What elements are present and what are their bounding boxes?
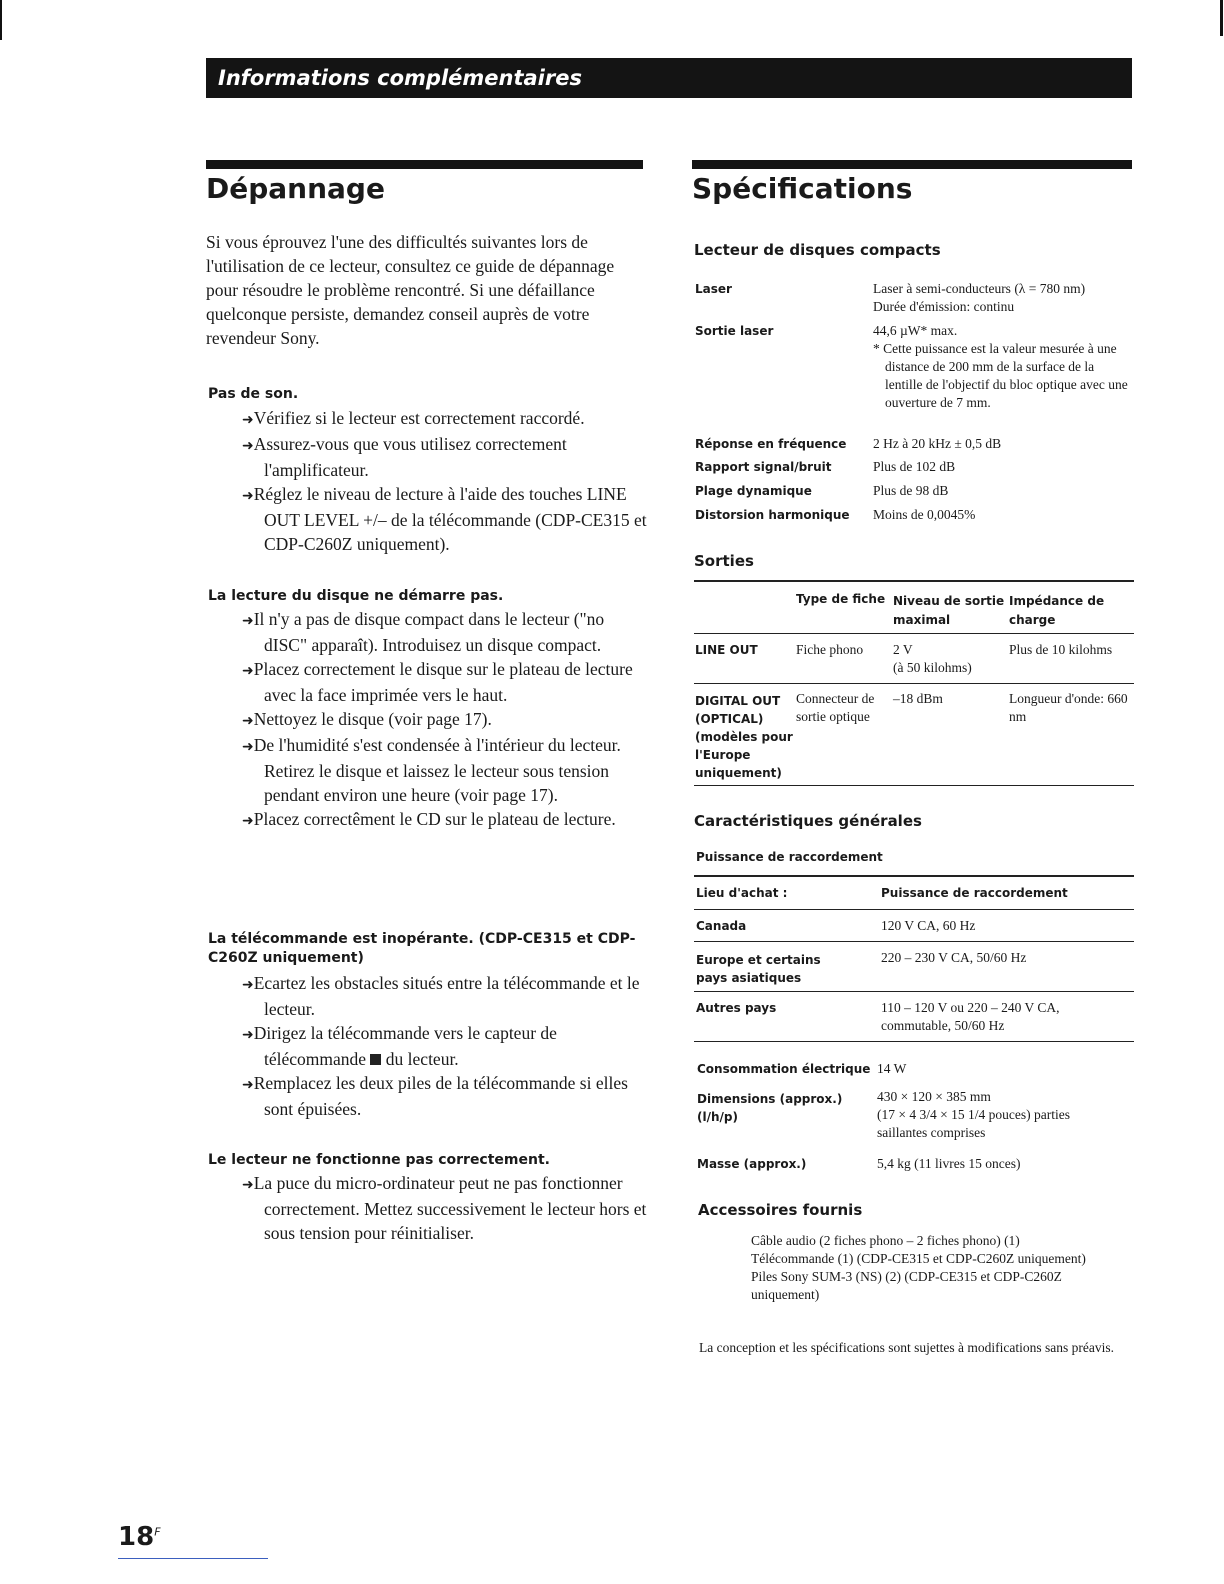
- outputs-col-header: Type de fiche: [796, 592, 886, 606]
- power-row-rule: [694, 991, 1134, 992]
- solution-list: [242, 607, 647, 833]
- outputs-cell: DIGITAL OUT (OPTICAL) (modèles pour l'Europe uniquement): [695, 694, 793, 780]
- outputs-col-header: Impédance de charge: [1009, 594, 1105, 627]
- outputs-cell: Longueur d'onde: 660 nm: [1009, 691, 1128, 724]
- spec-value: Plus de 102 dB: [873, 459, 956, 474]
- accessory-item: Piles Sony SUM-3 (NS) (2) (CDP-CE315 et CDP-C260Z uniquement): [751, 1269, 1062, 1302]
- arrow-icon: ➜: [242, 438, 254, 454]
- spec-value: 5,4 kg (11 livres 15 onces): [877, 1156, 1021, 1171]
- spec-label: Réponse en fréquence: [695, 437, 847, 451]
- arrow-icon: ➜: [242, 813, 254, 829]
- spec-value: 14 W: [877, 1061, 907, 1076]
- spec-value: Moins de 0,0045%: [873, 507, 976, 522]
- depannage-intro: Si vous éprouvez l'une des difficultés suivantes lors de l'utilisation de ce lecteur, consultez ce guide de dépannage pour résoudre le problème rencontré. Si une défaillance quelconque persiste, demandez conseil auprès de votre revendeur Sony.: [206, 232, 615, 348]
- power-row-rule: [694, 941, 1134, 942]
- scan-edge-mark: [1220, 0, 1223, 36]
- solution-list: [242, 1171, 647, 1245]
- outputs-heading: Sorties: [694, 552, 754, 570]
- outputs-bottom-rule: [694, 785, 1134, 786]
- power-top-rule: [694, 875, 1134, 877]
- problem-title: Le lecteur ne fonctionne pas correctement.: [208, 1152, 550, 1168]
- specs-notice: La conception et les spécifications sont sujettes à modifications sans préavis.: [699, 1340, 1115, 1355]
- spec-label: Laser: [695, 282, 732, 296]
- solution-item: ➜Assurez-vous que vous utilisez correctement l'amplificateur.: [242, 434, 567, 480]
- outputs-cell: Connecteur de sortie optique: [796, 691, 875, 724]
- arrow-icon: ➜: [242, 1177, 254, 1193]
- scan-edge-mark: [0, 0, 2, 40]
- outputs-cell: LINE OUT: [695, 643, 758, 657]
- laser-output-note: * Cette puissance est la valeur mesurée à une distance de 200 mm de la surface de la lentille de l'objectif du bloc optique avec une ouverture de 7 mm.: [873, 341, 1128, 410]
- arrow-icon: ➜: [242, 739, 254, 755]
- power-col-header: Lieu d'achat :: [696, 886, 788, 900]
- section-banner: Informations complémentaires: [206, 58, 1132, 98]
- spec-label: Sortie laser: [695, 324, 774, 338]
- outputs-header-rule: [694, 633, 1134, 634]
- arrow-icon: ➜: [242, 1077, 254, 1093]
- arrow-icon: ➜: [242, 488, 254, 504]
- accessory-item: Télécommande (1) (CDP-CE315 et CDP-C260Z uniquement): [751, 1251, 1086, 1266]
- power-bottom-rule: [694, 1041, 1134, 1042]
- page-underline: [118, 1558, 268, 1559]
- power-cell: 220 – 230 V CA, 50/60 Hz: [881, 950, 1027, 965]
- outputs-top-rule: [694, 580, 1134, 582]
- spec-value: 2 Hz à 20 kHz ± 0,5 dB: [873, 436, 1002, 451]
- solution-item: ➜De l'humidité s'est condensée à l'intérieur du lecteur. Retirez le disque et laissez le lecteur sous tension pendant environ une heure (voir page 17).: [242, 735, 621, 805]
- power-cell: Europe et certains pays asiatiques: [696, 953, 821, 985]
- specifications-title: Spécifications: [692, 172, 913, 205]
- outputs-cell: –18 dBm: [893, 691, 943, 706]
- power-cell: 120 V CA, 60 Hz: [881, 918, 976, 933]
- solution-item: ➜Il n'y a pas de disque compact dans le lecteur ("no dISC" apparaît). Introduisez un disque compact.: [242, 609, 605, 655]
- outputs-cell: Fiche phono: [796, 642, 864, 657]
- power-cell: 110 – 120 V ou 220 – 240 V CA, commutable, 50/60 Hz: [881, 1000, 1060, 1033]
- power-cell: Canada: [696, 919, 747, 933]
- spec-value: [873, 322, 1135, 412]
- solution-item: ➜Placez correctêment le CD sur le plateau de lecture.: [242, 809, 616, 829]
- spec-value: Plus de 98 dB: [873, 483, 949, 498]
- spec-label: Rapport signal/bruit: [695, 460, 832, 474]
- depannage-title: Dépannage: [206, 172, 385, 205]
- spec-label: Plage dynamique: [695, 484, 812, 498]
- solution-item: ➜Remplacez les deux piles de la télécommande si elles sont épuisées.: [242, 1073, 628, 1119]
- page-number: $18^F$: [118, 1522, 161, 1552]
- outputs-col-header: Niveau de sortie maximal: [893, 594, 1005, 627]
- spec-label: Dimensions (approx.) (l/h/p): [697, 1092, 843, 1124]
- solution-item: ➜La puce du micro-ordinateur peut ne pas fonctionner correctement. Mettez successivement le lecteur hors et sous tension pour réinitialiser.: [242, 1173, 647, 1243]
- depannage-rule: [206, 160, 643, 169]
- problem-title: Pas de son.: [208, 386, 299, 402]
- outputs-row-rule: [694, 683, 1134, 684]
- general-heading: Caractéristiques générales: [694, 812, 922, 830]
- arrow-icon: ➜: [242, 613, 254, 629]
- arrow-icon: ➜: [242, 1027, 254, 1043]
- power-col-header: Puissance de raccordement: [881, 886, 1068, 900]
- solution-item: ➜Réglez le niveau de lecture à l'aide des touches LINE OUT LEVEL +/– de la télécommande (CDP-CE315 et CDP-C260Z uniquement).: [242, 484, 647, 554]
- power-header-rule: [694, 909, 1134, 910]
- solution-item: ➜Dirigez la télécommande vers le capteur de télécommande du lecteur.: [242, 1023, 557, 1069]
- arrow-icon: ➜: [242, 663, 254, 679]
- solution-list: [242, 971, 647, 1121]
- arrow-icon: ➜: [242, 977, 254, 993]
- spec-value: 430 × 120 × 385 mm (17 × 4 3/4 × 15 1/4 pouces) parties saillantes comprises: [877, 1089, 1070, 1140]
- spec-label: Consommation électrique: [697, 1062, 871, 1076]
- arrow-icon: ➜: [242, 412, 254, 428]
- solution-item: ➜Nettoyez le disque (voir page 17).: [242, 709, 492, 729]
- accessories-list: [751, 1232, 1111, 1304]
- accessories-heading: Accessoires fournis: [698, 1201, 863, 1219]
- solution-item: ➜Vérifiez si le lecteur est correctement raccordé.: [242, 408, 585, 428]
- laser-output-line: 44,6 µW* max.: [873, 323, 958, 338]
- outputs-cell: Plus de 10 kilohms: [1009, 642, 1113, 657]
- spec-label: Masse (approx.): [697, 1157, 807, 1171]
- outputs-cell: 2 V (à 50 kilohms): [893, 642, 972, 675]
- accessory-item: Câble audio (2 fiches phono – 2 fiches phono) (1): [751, 1233, 1020, 1248]
- remote-sensor-icon: [370, 1054, 381, 1065]
- spec-value: Laser à semi-conducteurs (λ = 780 nm) Durée d'émission: continu: [873, 281, 1086, 314]
- solution-list: [242, 406, 647, 556]
- cd-player-heading: Lecteur de disques compacts: [694, 241, 941, 259]
- problem-title: La lecture du disque ne démarre pas.: [208, 588, 504, 604]
- specifications-rule: [692, 160, 1132, 169]
- solution-item: ➜Placez correctement le disque sur le plateau de lecture avec la face imprimée vers le haut.: [242, 659, 633, 705]
- power-cell: Autres pays: [696, 1001, 777, 1015]
- power-heading: Puissance de raccordement: [696, 850, 883, 864]
- arrow-icon: ➜: [242, 713, 254, 729]
- solution-item: ➜Ecartez les obstacles situés entre la télécommande et le lecteur.: [242, 973, 640, 1019]
- spec-label: Distorsion harmonique: [695, 508, 850, 522]
- problem-title: La télécommande est inopérante. (CDP-CE315 et CDP-C260Z uniquement): [208, 931, 636, 966]
